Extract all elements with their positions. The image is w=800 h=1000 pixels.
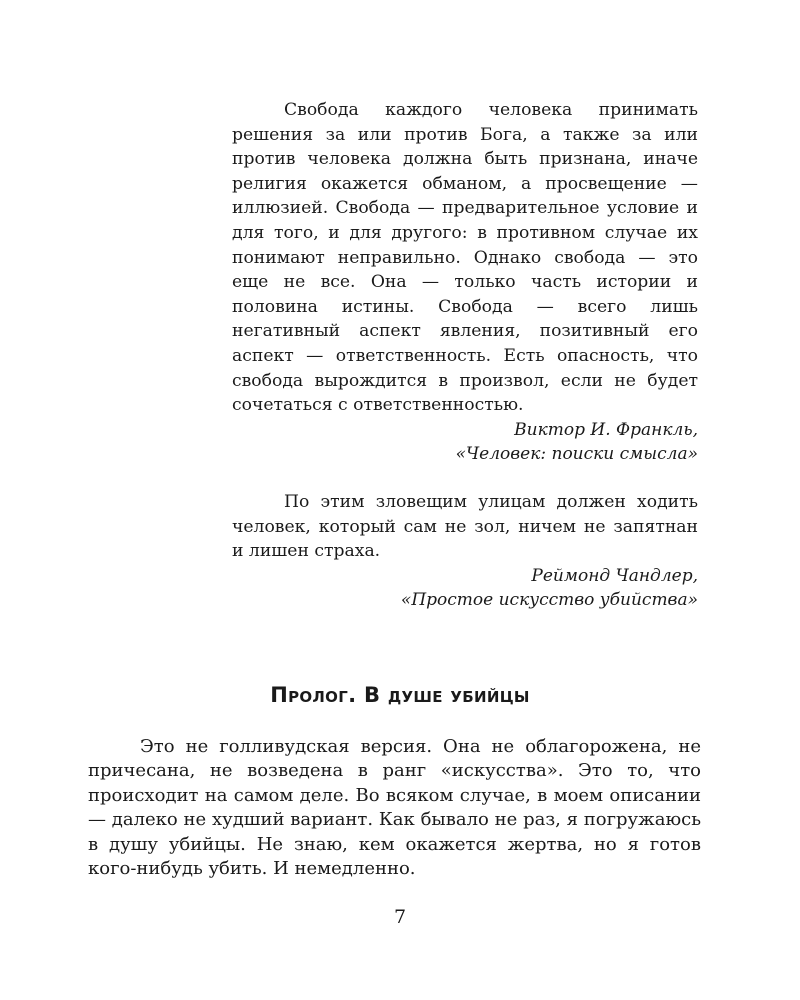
epigraph-text: Свобода каждого человека принимать решения за или против Бога, а также за или против человека должна быть признана, иначе религия окажется обманом, а просвещение — иллюзией. Свобода — предварительное условие и для того, и для другого: в противном случае их понимают неправильно. Однако свобода — это еще не все. Она — только часть истории и половина истины. Свобода — всего лишь негативный аспект явления, позитивный его аспект — ответственность. Есть опасность, что свобода вырождится в произвол, если не будет сочетаться с ответственностью. [232, 100, 698, 416]
epigraph-attribution [232, 564, 698, 613]
epigraph-attribution [232, 418, 698, 467]
epigraph-source: «Простое искусство убийства» [400, 590, 698, 611]
epigraph-text: По этим зловещим улицам должен ходить человек, который сам не зол, ничем не запятнан и лишен страха. [232, 492, 698, 562]
epigraph-frankl [232, 98, 698, 467]
epigraph-chandler [232, 490, 698, 613]
body-paragraph: Это не голливудская версия. Она не облагорожена, не причесана, не возведена в ранг «искусства». Это то, что происходит на самом деле. Во всяком случае, в моем описании — далеко не худший вариант. Как бывало не раз, я погружаюсь в душу убийцы. Не знаю, кем окажется жертва, но я готов кого-нибудь убить. И немедленно. [88, 736, 701, 880]
epigraph-author: Виктор И. Франкль, [514, 419, 698, 440]
epigraph-source: «Человек: поиски смысла» [455, 444, 698, 465]
chapter-title: Пролог. В душе убийцы [270, 683, 530, 707]
epigraph-author: Реймонд Чандлер, [531, 565, 698, 586]
page-number: 7 [393, 906, 407, 928]
